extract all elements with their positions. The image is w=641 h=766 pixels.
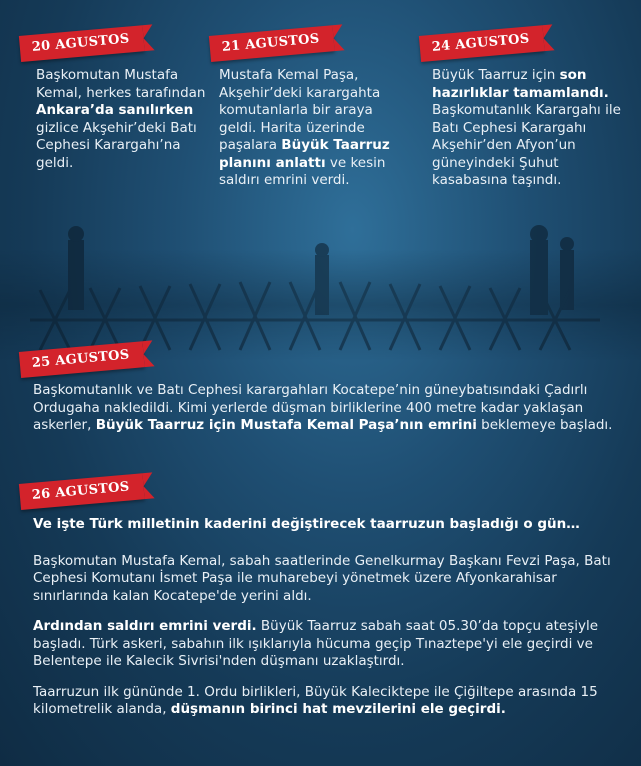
body-text: Mustafa Kemal Paşa, Akşehir’deki karargahta komutanlarla bir araya geldi. Harita üzerinde paşalara — [219, 67, 381, 153]
column-aug21-text — [219, 67, 404, 190]
date-ribbon-aug26: 26 AGUSTOS — [19, 473, 145, 510]
body-text: Başkomutan Mustafa Kemal, sabah saatlerinde Genelkurmay Başkanı Fevzi Paşa, Batı Cephesi Komutanı İsmet Paşa ile muharebeyi yönetmek üzere Afyonkarahisar sınırlarında kalan Kocatepe'de yerini aldı. — [33, 552, 611, 604]
soldiers-photo — [0, 210, 641, 400]
emphasis-text: düşmanın birinci hat mevzilerini ele geçirdi. — [170, 701, 506, 717]
aug25-text — [33, 382, 618, 435]
aug26-paragraph-3 — [33, 684, 623, 719]
aug26-paragraph-2 — [33, 618, 623, 671]
column-aug20-text — [36, 67, 206, 172]
date-ribbon-aug20: 20 AGUSTOS — [19, 25, 145, 62]
emphasis-text: Büyük Taarruz planını anlattı — [219, 137, 390, 171]
date-ribbon-aug21: 21 AGUSTOS — [209, 25, 335, 62]
body-text: gizlice Akşehir’deki Batı Cephesi Karargahı’na geldi. — [36, 119, 197, 171]
emphasis-text: Büyük Taarruz için Mustafa Kemal Paşa’nın emrini — [95, 417, 477, 433]
body-text: Başkomutan Mustafa Kemal, herkes tarafından — [36, 67, 206, 101]
body-text: ve kesin saldırı emrini verdi. — [219, 154, 386, 188]
body-text: Başkomutanlık Karargahı ile Batı Cephesi Karargahı Akşehir’den Afyon’un güneyindeki Şuhut kasabasına taşındı. — [432, 102, 621, 188]
emphasis-text: son hazırlıklar tamamlandı. — [432, 67, 609, 101]
emphasis-text: Ankara’da sanılırken — [36, 102, 194, 118]
date-ribbon-aug24: 24 AGUSTOS — [419, 25, 545, 62]
aug26-section — [33, 516, 623, 732]
emphasis-text: Ardından saldırı emrini verdi. — [33, 618, 257, 634]
body-text: beklemeye başladı. — [476, 417, 613, 433]
aug26-paragraph-1 — [33, 553, 623, 606]
date-ribbon-aug25: 25 AGUSTOS — [19, 341, 145, 378]
body-text: Büyük Taarruz için — [432, 67, 560, 83]
body-text: Taarruzun ilk gününde 1. Ordu birlikleri, Büyük Kaleciktepe ile Çiğiltepe arasında 15 kilometrelik alanda, — [33, 683, 598, 717]
aug26-headline: Ve işte Türk milletinin kaderini değiştirecek taarruzun başladığı o gün… — [33, 516, 580, 532]
body-text: Büyük Taarruz sabah saat 05.30’da topçu ateşiyle başladı. Türk askeri, sabahın ilk ışıklarıyla hücuma geçip Tınaztepe'yi ele geçirdi ve Belentepe ile Kalecik Sivrisi'nden düşmanı uzaklaştırdı. — [33, 618, 599, 669]
body-text: Başkomutanlık ve Batı Cephesi karargahları Kocatepe’nin güneybatısındaki Çadırlı Ordugaha nakledildi. Kimi yerlerde düşman birliklerine 400 metre kadar yaklaşan askerler, — [33, 382, 588, 433]
column-aug24-text — [432, 67, 622, 190]
